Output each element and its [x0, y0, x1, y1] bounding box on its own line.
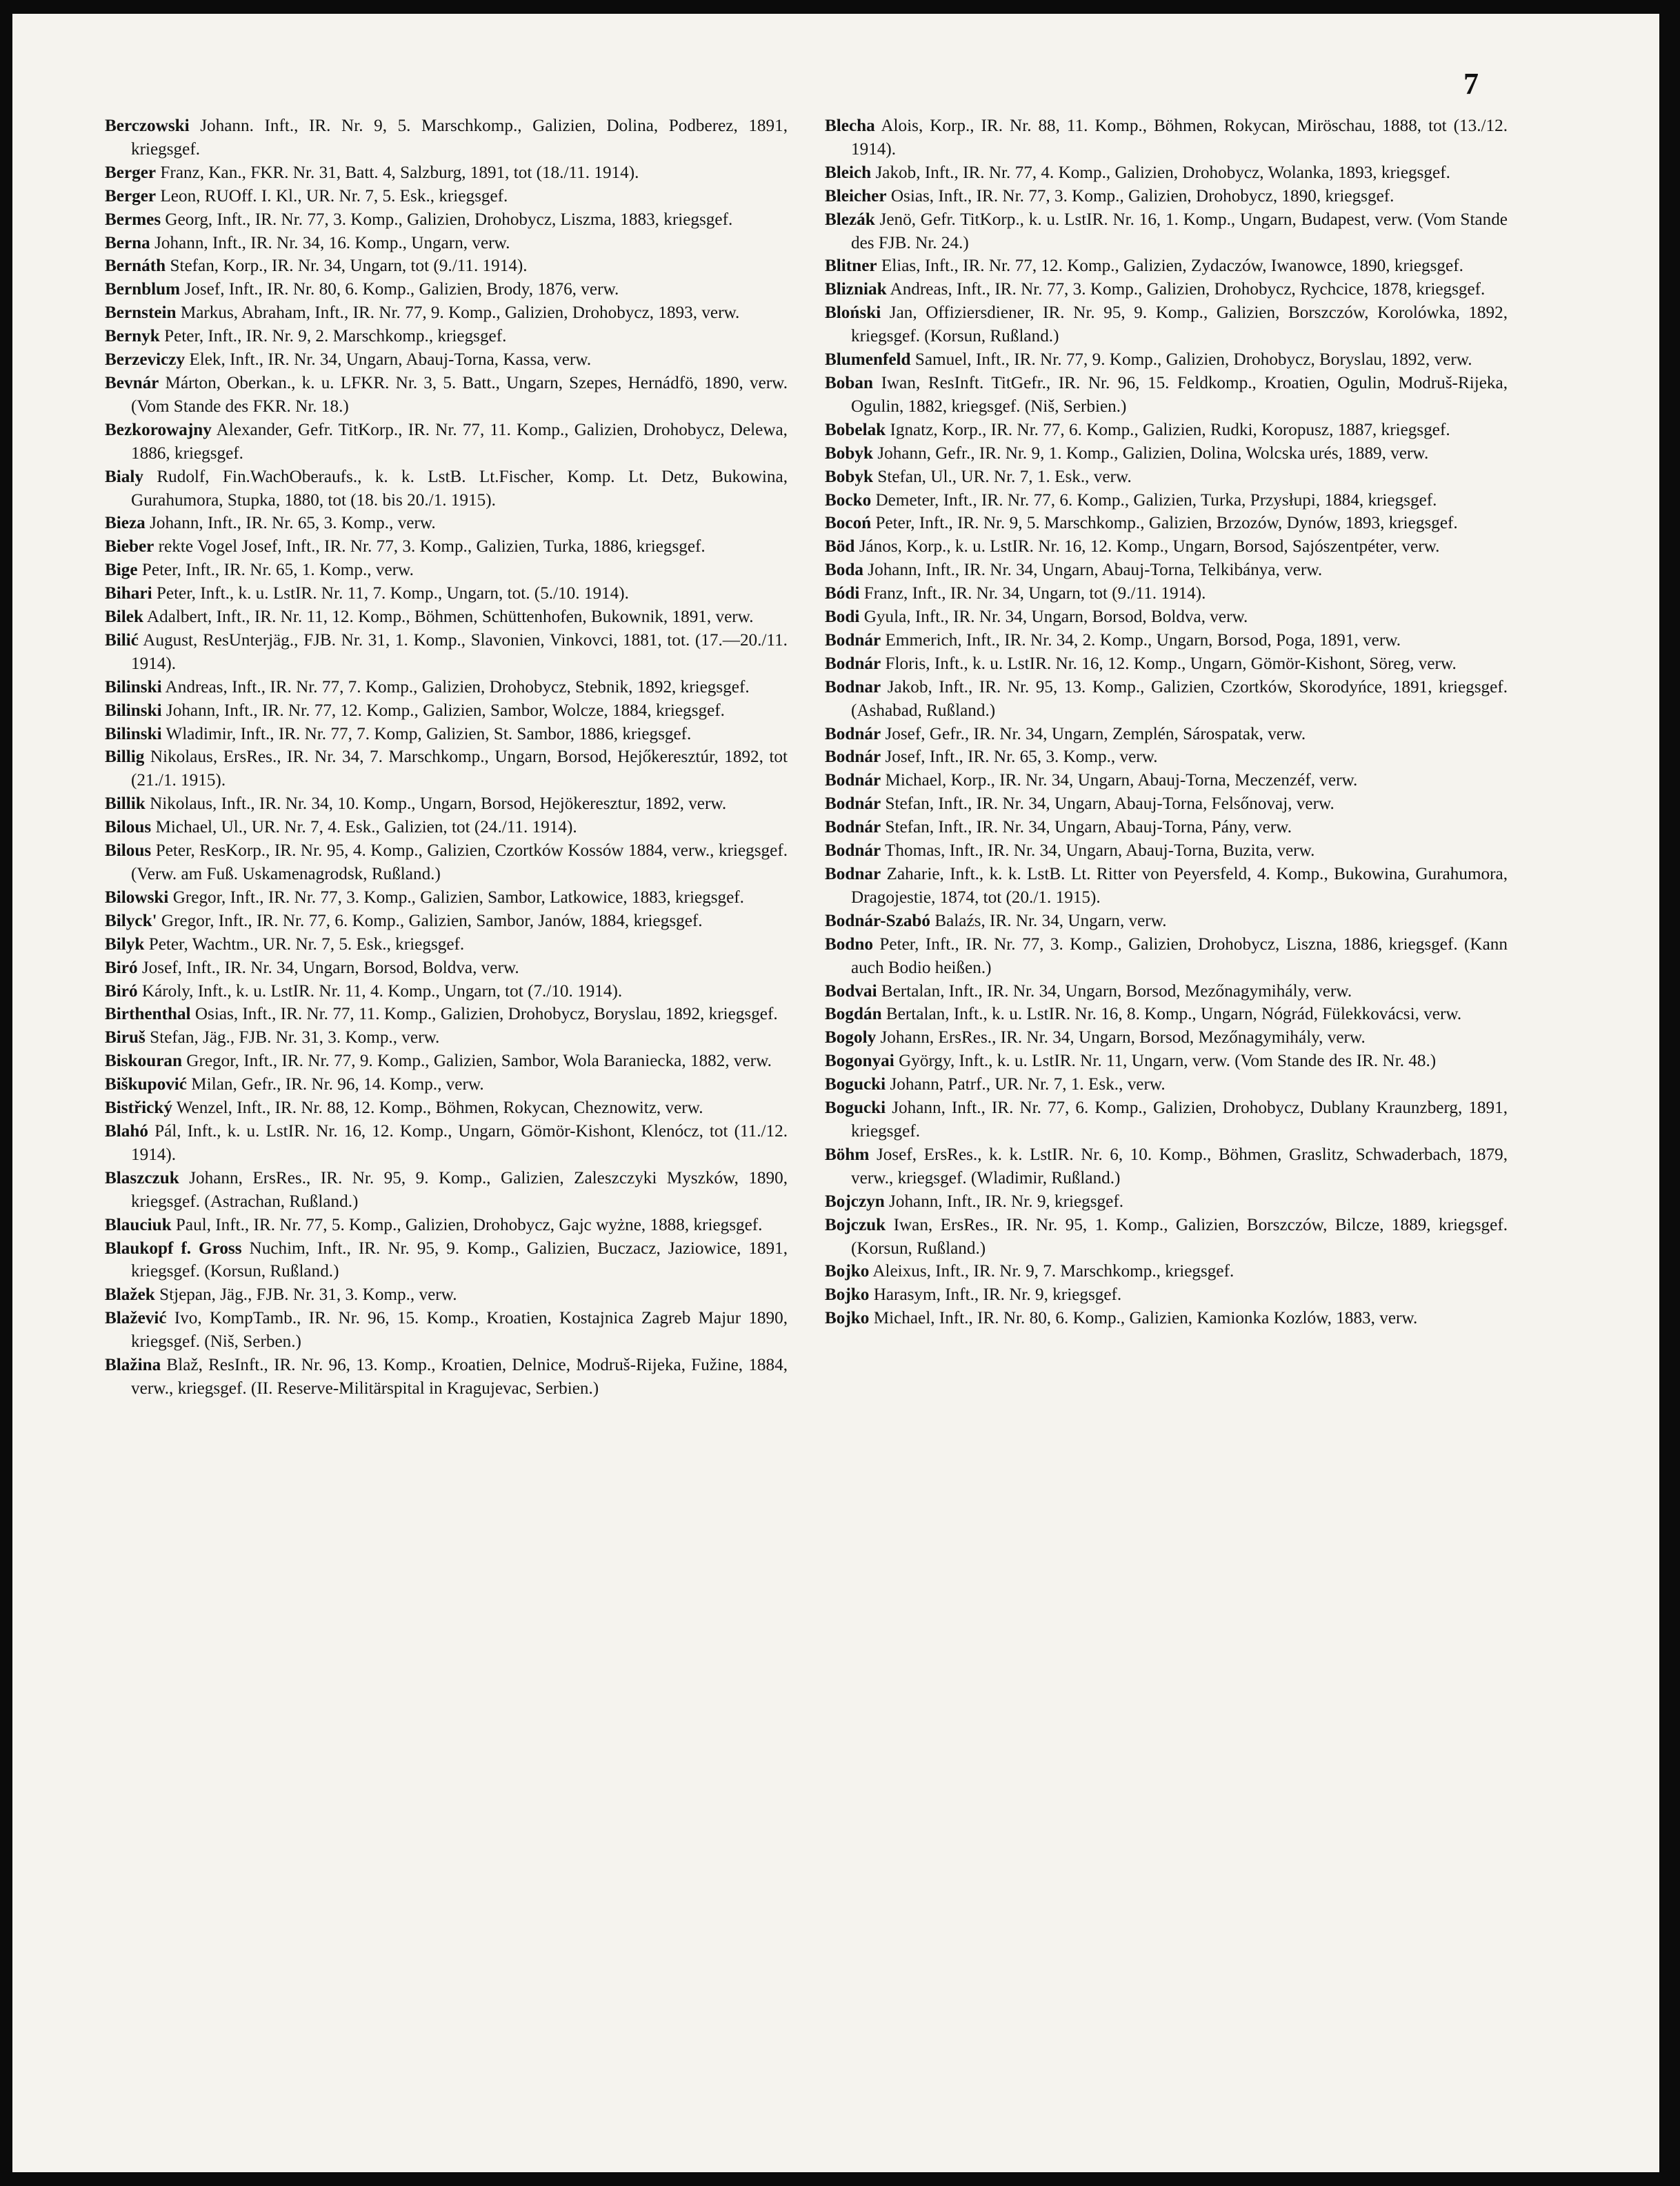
entry-surname: Bistřický [105, 1099, 172, 1118]
entry-surname: Bogucki [825, 1099, 886, 1118]
entry-surname: Bieber [105, 537, 154, 556]
entry-surname: Blauciuk [105, 1215, 172, 1234]
entry-surname: Bieza [105, 514, 146, 533]
list-item [825, 1260, 1508, 1283]
list-item [105, 1096, 788, 1120]
entry-surname: Bige [105, 561, 138, 580]
entry-details: Bertalan, Inft., k. u. LstIR. Nr. 16, 8. Komp., Ungarn, Nógrád, Fülekkovácsi, verw. [886, 1005, 1462, 1024]
entry-surname: Biruš [105, 1028, 146, 1047]
entry-surname: Bocko [825, 490, 872, 510]
entry-details: August, ResUnterjäg., FJB. Nr. 31, 1. Komp., Slavonien, Vinkovci, 1881, tot. (17.—20./11. 1914). [131, 630, 788, 673]
entry-surname: Bodnar [825, 677, 881, 696]
entry-surname: Bilous [105, 818, 152, 837]
entry-surname: Bilić [105, 630, 139, 650]
entry-surname: Bilinski [105, 724, 162, 743]
list-item [825, 1096, 1508, 1143]
list-item [825, 723, 1508, 746]
entry-surname: Billig [105, 748, 145, 767]
list-item [825, 1283, 1508, 1307]
list-item [825, 652, 1508, 676]
entry-surname: Bialy [105, 467, 143, 486]
list-item [825, 512, 1508, 535]
list-item [825, 442, 1508, 465]
entry-surname: Bodnár [825, 748, 881, 767]
list-item [825, 185, 1508, 208]
entry-details: Pál, Inft., k. u. LstIR. Nr. 16, 12. Komp., Ungarn, Gömör-Kishont, Klenócz, tot (11./12. 1914). [131, 1121, 788, 1164]
entry-details: Josef, ErsRes., k. k. LstIR. Nr. 6, 10. Komp., Böhmen, Graslitz, Schwaderbach, 1879, verw., kriegsgef. (Wladimir, Rußland.) [851, 1145, 1508, 1187]
entry-details: Gregor, Inft., IR. Nr. 77, 6. Komp., Galizien, Sambor, Janów, 1884, kriegsgef. [161, 911, 703, 930]
list-item [825, 605, 1508, 629]
list-item [105, 512, 788, 535]
entry-surname: Berna [105, 233, 150, 252]
list-item [105, 559, 788, 582]
entry-surname: Bobyk [825, 467, 874, 486]
entry-surname: Biskouran [105, 1052, 182, 1071]
entry-details: Jenö, Gefr. TitKorp., k. u. LstIR. Nr. 16, 1. Komp., Ungarn, Budapest, verw. (Vom Stande des FJB. Nr. 24.) [851, 210, 1508, 252]
entry-details: Márton, Oberkan., k. u. LFKR. Nr. 3, 5. Batt., Ungarn, Szepes, Hernádfö, 1890, verw. (Vom Stande des FKR. Nr. 18.) [131, 373, 788, 416]
entry-details: Michael, Inft., IR. Nr. 80, 6. Komp., Galizien, Kamionka Kozlów, 1883, verw. [873, 1309, 1418, 1328]
entry-surname: Bernblum [105, 280, 181, 299]
entry-details: Stjepan, Jäg., FJB. Nr. 31, 3. Komp., verw. [159, 1285, 457, 1305]
list-item [105, 980, 788, 1003]
list-item [105, 1050, 788, 1073]
entry-details: Franz, Kan., FKR. Nr. 31, Batt. 4, Salzburg, 1891, tot (18./11. 1914). [160, 163, 639, 182]
register-page [12, 14, 1659, 2172]
entry-surname: Bodnár [825, 841, 881, 861]
entry-details: Alexander, Gefr. TitKorp., IR. Nr. 77, 11. Komp., Galizien, Drohobycz, Delewa, 1886, kriegsgef. [131, 420, 788, 463]
entry-surname: Billik [105, 794, 146, 814]
list-item [825, 1307, 1508, 1330]
entry-surname: Blaszczuk [105, 1168, 179, 1187]
list-item [105, 114, 788, 161]
entry-details: Leon, RUOff. I. Kl., UR. Nr. 7, 5. Esk., kriegsgef. [160, 186, 508, 205]
list-item [105, 1283, 788, 1307]
entry-surname: Bilyk [105, 934, 145, 954]
list-item [825, 629, 1508, 652]
list-item [105, 301, 788, 325]
entry-surname: Bleicher [825, 186, 887, 205]
entry-details: Andreas, Inft., IR. Nr. 77, 3. Komp., Galizien, Drohobycz, Rychcice, 1878, kriegsgef. [890, 280, 1486, 299]
list-item [825, 582, 1508, 605]
list-item [105, 723, 788, 746]
entry-surname: Bilinski [105, 677, 162, 696]
list-item [825, 114, 1508, 161]
entry-surname: Bogdán [825, 1005, 882, 1024]
entry-details: Johann, Inft., IR. Nr. 77, 6. Komp., Galizien, Drohobycz, Dublany Kraunzberg, 1891, kriegsgef. [851, 1099, 1508, 1141]
list-item [105, 1073, 788, 1096]
list-item [105, 1167, 788, 1214]
list-item [825, 489, 1508, 512]
list-item [825, 1190, 1508, 1214]
list-item [105, 1214, 788, 1237]
entry-details: Harasym, Inft., IR. Nr. 9, kriegsgef. [873, 1285, 1122, 1305]
list-item [105, 372, 788, 419]
entry-details: Demeter, Inft., IR. Nr. 77, 6. Komp., Galizien, Turka, Przysłupi, 1884, kriegsgef. [875, 490, 1437, 510]
list-item [825, 839, 1508, 863]
list-item [105, 839, 788, 886]
entry-surname: Bilek [105, 608, 143, 627]
entry-details: Georg, Inft., IR. Nr. 77, 3. Komp., Galizien, Drohobycz, Liszma, 1883, kriegsgef. [165, 210, 733, 229]
list-item [825, 1026, 1508, 1050]
entry-surname: Blitner [825, 257, 877, 276]
list-item [105, 1003, 788, 1026]
entry-surname: Bodnár [825, 818, 881, 837]
list-item [105, 699, 788, 723]
entry-details: Johann, Inft., IR. Nr. 34, Ungarn, Abauj-Torna, Telkibánya, verw. [868, 561, 1323, 580]
entry-details: Stefan, Korp., IR. Nr. 34, Ungarn, tot (9./11. 1914). [170, 257, 528, 276]
list-item [105, 1237, 788, 1284]
list-item [105, 792, 788, 816]
entry-surname: Bleich [825, 163, 872, 182]
entry-details: Osias, Inft., IR. Nr. 77, 3. Komp., Galizien, Drohobycz, 1890, kriegsgef. [890, 186, 1394, 205]
list-item [105, 886, 788, 910]
list-item [105, 605, 788, 629]
list-item [825, 769, 1508, 792]
entry-details: Johann, Inft., IR. Nr. 34, 16. Komp., Ungarn, verw. [154, 233, 510, 252]
entry-details: Johann, Inft., IR. Nr. 77, 12. Komp., Galizien, Sambor, Wolcze, 1884, kriegsgef. [166, 701, 725, 720]
entry-surname: Blažević [105, 1309, 167, 1328]
entry-details: rekte Vogel Josef, Inft., IR. Nr. 77, 3. Komp., Galizien, Turka, 1886, kriegsgef. [158, 537, 706, 556]
entry-details: Peter, Inft., IR. Nr. 9, 5. Marschkomp., Galizien, Brzozów, Dynów, 1893, kriegsgef. [875, 514, 1458, 533]
entry-surname: Bobelak [825, 420, 886, 439]
entry-details: Markus, Abraham, Inft., IR. Nr. 77, 9. Komp., Galizien, Drohobycz, 1893, verw. [180, 303, 740, 323]
list-item [105, 185, 788, 208]
entry-surname: Berzeviczy [105, 350, 186, 370]
entry-details: Nikolaus, ErsRes., IR. Nr. 34, 7. Marschkomp., Ungarn, Borsod, Hejőkeresztúr, 1892, tot (21./1. 1915). [131, 748, 788, 790]
entry-details: Adalbert, Inft., IR. Nr. 11, 12. Komp., Böhmen, Schüttenhofen, Bukownik, 1891, verw. [146, 608, 754, 627]
entry-surname: Berger [105, 163, 157, 182]
list-item [105, 745, 788, 792]
entry-surname: Böd [825, 537, 855, 556]
entry-surname: Bodvai [825, 981, 877, 1001]
entry-details: Ivo, KompTamb., IR. Nr. 96, 15. Komp., Kroatien, Kostajnica Zagreb Majur 1890, kriegsgef. (Niš, Serben.) [131, 1309, 788, 1352]
entry-surname: Bilowski [105, 888, 169, 907]
list-item [105, 1120, 788, 1167]
entry-details: Iwan, ResInft. TitGefr., IR. Nr. 96, 15. Feldkomp., Kroatien, Ogulin, Modruš-Rijeka, Ogulin, 1882, kriegsgef. (Niš, Serbien.) [851, 373, 1508, 416]
list-item [825, 792, 1508, 816]
entry-details: Nikolaus, Inft., IR. Nr. 34, 10. Komp., Ungarn, Borsod, Hejökeresztur, 1892, verw. [150, 794, 727, 814]
entry-surname: Berger [105, 186, 157, 205]
list-item [825, 910, 1508, 933]
list-item [105, 910, 788, 933]
entry-details: Floris, Inft., k. u. LstIR. Nr. 16, 12. Komp., Ungarn, Gömör-Kishont, Söreg, verw. [885, 654, 1457, 673]
left-column [105, 114, 788, 1401]
list-item [825, 1050, 1508, 1073]
list-item [825, 1003, 1508, 1026]
entry-details: Peter, Wachtm., UR. Nr. 7, 5. Esk., kriegsgef. [148, 934, 465, 954]
list-item [105, 419, 788, 465]
entry-surname: Blecha [825, 117, 875, 135]
entry-surname: Boban [825, 373, 874, 392]
entry-surname: Biró [105, 958, 138, 977]
entry-surname: Bodnar [825, 865, 881, 883]
entry-surname: Bojko [825, 1285, 870, 1305]
entry-surname: Blaukopf f. Gross [105, 1239, 242, 1258]
entry-details: György, Inft., k. u. LstIR. Nr. 11, Ungarn, verw. (Vom Stande des IR. Nr. 48.) [899, 1052, 1437, 1071]
entry-details: Alois, Korp., IR. Nr. 88, 11. Komp., Böhmen, Rokycan, Miröschau, 1888, tot (13./12. 1914). [851, 117, 1508, 159]
list-item [825, 1143, 1508, 1190]
entry-surname: Blažina [105, 1356, 161, 1375]
entry-details: Gregor, Inft., IR. Nr. 77, 9. Komp., Galizien, Sambor, Wola Baraniecka, 1882, verw. [186, 1052, 772, 1071]
entry-surname: Bodnár-Szabó [825, 911, 931, 930]
page-number: 7 [1463, 67, 1479, 101]
entry-surname: Bogucki [825, 1075, 886, 1094]
entry-details: János, Korp., k. u. LstIR. Nr. 16, 12. Komp., Ungarn, Borsod, Sajószentpéter, verw. [859, 537, 1440, 556]
list-item [825, 301, 1508, 348]
entry-surname: Biškupović [105, 1075, 187, 1094]
entry-surname: Bernyk [105, 327, 160, 346]
entry-surname: Bernáth [105, 257, 166, 276]
entry-details: Josef, Inft., IR. Nr. 65, 3. Komp., verw. [885, 748, 1158, 767]
list-item [105, 1026, 788, 1050]
list-item [825, 559, 1508, 582]
entry-surname: Blumenfeld [825, 350, 911, 370]
entry-surname: Böhm [825, 1145, 870, 1164]
entry-surname: Bilous [105, 841, 152, 861]
entry-details: Peter, Inft., IR. Nr. 65, 1. Komp., verw. [141, 561, 414, 580]
entry-surname: Bodnár [825, 771, 881, 790]
list-item [825, 161, 1508, 185]
entry-details: Thomas, Inft., IR. Nr. 34, Ungarn, Abauj-Torna, Buzita, verw. [885, 841, 1315, 861]
entry-surname: Bodnár [825, 794, 881, 814]
entry-surname: Birthenthal [105, 1005, 191, 1024]
list-item [105, 956, 788, 980]
entry-surname: Bobyk [825, 443, 874, 463]
list-item [105, 816, 788, 839]
entry-details: Stefan, Ul., UR. Nr. 7, 1. Esk., verw. [877, 467, 1132, 486]
entry-surname: Berczowski [105, 117, 190, 135]
list-item [825, 208, 1508, 255]
list-item [825, 348, 1508, 372]
entry-details: Michael, Ul., UR. Nr. 7, 4. Esk., Galizien, tot (24./11. 1914). [155, 818, 577, 837]
list-item [825, 465, 1508, 489]
entry-details: Stefan, Inft., IR. Nr. 34, Ungarn, Abauj-Torna, Pány, verw. [885, 818, 1292, 837]
list-item [825, 419, 1508, 442]
entry-surname: Bezkorowajny [105, 420, 212, 439]
entry-details: Iwan, ErsRes., IR. Nr. 95, 1. Komp., Galizien, Borszczów, Bilcze, 1889, kriegsgef. (Korsun, Rußland.) [851, 1215, 1508, 1258]
entry-details: Johann, ErsRes., IR. Nr. 34, Ungarn, Borsod, Mezőnagymihály, verw. [880, 1028, 1366, 1047]
entry-details: Jan, Offiziersdiener, IR. Nr. 95, 9. Komp., Galizien, Borszczów, Korolówka, 1892, kriegsgef. (Korsun, Rußland.) [851, 303, 1508, 346]
entry-surname: Bodnár [825, 654, 881, 673]
entry-surname: Bódi [825, 584, 860, 603]
entry-details: Blaž, ResInft., IR. Nr. 96, 13. Komp., Kroatien, Delnice, Modruš-Rijeka, Fužine, 1884, verw., kriegsgef. (II. Reserve-Militärspital in Kragujevac, Serbien.) [131, 1356, 788, 1398]
entry-surname: Bilinski [105, 701, 162, 720]
entry-surname: Bocoń [825, 514, 872, 533]
entry-surname: Biró [105, 981, 138, 1001]
list-item [105, 676, 788, 699]
entry-details: Bertalan, Inft., IR. Nr. 34, Ungarn, Borsod, Mezőnagymihály, verw. [881, 981, 1352, 1001]
entry-details: Johann, Patrf., UR. Nr. 7, 1. Esk., verw. [890, 1075, 1166, 1094]
entry-surname: Bodno [825, 934, 874, 954]
entry-surname: Blahó [105, 1121, 148, 1141]
list-item [105, 535, 788, 559]
list-item [105, 232, 788, 255]
list-item [825, 372, 1508, 419]
entry-details: Wenzel, Inft., IR. Nr. 88, 12. Komp., Böhmen, Rokycan, Cheznowitz, verw. [176, 1099, 703, 1118]
entry-surname: Blažek [105, 1285, 155, 1305]
entry-details: Samuel, Inft., IR. Nr. 77, 9. Komp., Galizien, Drohobycz, Boryslau, 1892, verw. [914, 350, 1472, 370]
list-item [825, 254, 1508, 278]
entry-surname: Bevnár [105, 373, 159, 392]
entry-details: Elias, Inft., IR. Nr. 77, 12. Komp., Galizien, Zydaczów, Iwanowce, 1890, kriegsgef. [881, 257, 1463, 276]
entry-surname: Bilyck' [105, 911, 157, 930]
entry-details: Johann, Inft., IR. Nr. 9, kriegsgef. [889, 1192, 1124, 1211]
entry-details: Johann, Inft., IR. Nr. 65, 3. Komp., verw. [150, 514, 436, 533]
list-item [105, 1307, 788, 1354]
list-item [825, 278, 1508, 301]
entry-details: Elek, Inft., IR. Nr. 34, Ungarn, Abauj-Torna, Kassa, verw. [189, 350, 592, 370]
list-item [105, 208, 788, 232]
entry-surname: Bojko [825, 1262, 870, 1281]
list-item [105, 278, 788, 301]
entry-details: Milan, Gefr., IR. Nr. 96, 14. Komp., verw. [191, 1075, 484, 1094]
entry-details: Wladimir, Inft., IR. Nr. 77, 7. Komp, Galizien, St. Sambor, 1886, kriegsgef. [166, 724, 692, 743]
right-column [825, 114, 1508, 1330]
list-item [105, 629, 788, 676]
entry-surname: Bojko [825, 1309, 870, 1328]
entry-details: Peter, Inft., k. u. LstIR. Nr. 11, 7. Komp., Ungarn, tot. (5./10. 1914). [156, 584, 629, 603]
entry-surname: Bogonyai [825, 1052, 894, 1071]
list-item [105, 465, 788, 512]
entry-details: Jakob, Inft., IR. Nr. 77, 4. Komp., Galizien, Drohobycz, Wolanka, 1893, kriegsgef. [875, 163, 1450, 182]
entry-details: Osias, Inft., IR. Nr. 77, 11. Komp., Galizien, Drohobycz, Boryslau, 1892, kriegsgef. [194, 1005, 778, 1024]
entry-details: Jakob, Inft., IR. Nr. 95, 13. Komp., Galizien, Czortków, Skorodyńce, 1891, kriegsgef. (Ashabad, Rußland.) [851, 677, 1508, 720]
entry-surname: Bodi [825, 608, 860, 627]
entry-surname: Bojczyn [825, 1192, 885, 1211]
entry-details: Gregor, Inft., IR. Nr. 77, 3. Komp., Galizien, Sambor, Latkowice, 1883, kriegsgef. [172, 888, 744, 907]
entry-details: Peter, ResKorp., IR. Nr. 95, 4. Komp., Galizien, Czortków Kossów 1884, verw., kriegsgef. (Verw. am Fuß. Uskamenagrodsk, Rußland.) [131, 841, 788, 883]
list-item [825, 933, 1508, 980]
entry-surname: Bodnár [825, 630, 881, 650]
entry-details: Andreas, Inft., IR. Nr. 77, 7. Komp., Galizien, Drohobycz, Stebnik, 1892, kriegsgef. [165, 677, 750, 696]
entry-surname: Bernstein [105, 303, 177, 323]
list-item [825, 980, 1508, 1003]
entry-details: Gyula, Inft., IR. Nr. 34, Ungarn, Borsod, Boldva, verw. [863, 608, 1248, 627]
entry-details: Stefan, Inft., IR. Nr. 34, Ungarn, Abauj-Torna, Felsőnovaj, verw. [885, 794, 1334, 814]
list-item [825, 535, 1508, 559]
entry-details: Peter, Inft., IR. Nr. 77, 3. Komp., Galizien, Drohobycz, Liszna, 1886, kriegsgef. (Kann auch Bodio heißen.) [851, 934, 1508, 977]
entry-details: Nuchim, Inft., IR. Nr. 95, 9. Komp., Galizien, Buczacz, Jaziowice, 1891, kriegsgef. (Korsun, Rußland.) [131, 1239, 788, 1281]
entry-details: Michael, Korp., IR. Nr. 34, Ungarn, Abauj-Torna, Meczenzéf, verw. [885, 771, 1358, 790]
list-item [105, 1354, 788, 1401]
entry-details: Franz, Inft., IR. Nr. 34, Ungarn, tot (9./11. 1914). [863, 584, 1206, 603]
list-item [105, 582, 788, 605]
entry-details: Rudolf, Fin.WachOberaufs., k. k. LstB. Lt.Fischer, Komp. Lt. Detz, Bukowina, Gurahumora, Stupka, 1880, tot (18. bis 20./1. 1915). [131, 467, 788, 510]
list-item [825, 1214, 1508, 1261]
entry-details: Peter, Inft., IR. Nr. 9, 2. Marschkomp., kriegsgef. [164, 327, 507, 346]
entry-details: Johann, ErsRes., IR. Nr. 95, 9. Komp., Galizien, Zaleszczyki Myszków, 1890, kriegsgef. (Astrachan, Rußland.) [131, 1168, 788, 1211]
entry-surname: Bihari [105, 584, 152, 603]
entry-surname: Boda [825, 561, 863, 580]
entry-details: Johann. Inft., IR. Nr. 9, 5. Marschkomp., Galizien, Dolina, Podberez, 1891, kriegsgef. [131, 117, 788, 159]
entry-details: Stefan, Jäg., FJB. Nr. 31, 3. Komp., verw. [150, 1028, 440, 1047]
entry-details: Josef, Inft., IR. Nr. 80, 6. Komp., Galizien, Brody, 1876, verw. [184, 280, 619, 299]
entry-surname: Bermes [105, 210, 161, 229]
list-item [105, 933, 788, 956]
entry-surname: Blizniak [825, 280, 887, 299]
entry-surname: Bodnár [825, 724, 881, 743]
entry-details: Josef, Gefr., IR. Nr. 34, Ungarn, Zemplén, Sárospatak, verw. [885, 724, 1306, 743]
list-item [825, 676, 1508, 723]
entry-details: Paul, Inft., IR. Nr. 77, 5. Komp., Galizien, Drohobycz, Gajc wyżne, 1888, kriegsgef. [175, 1215, 763, 1234]
entry-surname: Bogoly [825, 1028, 877, 1047]
entry-surname: Bloński [825, 303, 881, 323]
list-item [825, 1073, 1508, 1096]
entry-details: Balaźs, IR. Nr. 34, Ungarn, verw. [934, 911, 1167, 930]
entry-details: Josef, Inft., IR. Nr. 34, Ungarn, Borsod, Boldva, verw. [141, 958, 519, 977]
entry-details: Ignatz, Korp., IR. Nr. 77, 6. Komp., Galizien, Rudki, Koropusz, 1887, kriegsgef. [890, 420, 1450, 439]
list-item [825, 863, 1508, 910]
list-item [825, 816, 1508, 839]
list-item [105, 161, 788, 185]
entry-surname: Blezák [825, 210, 875, 229]
list-item [105, 325, 788, 348]
list-item [825, 745, 1508, 769]
entry-details: Emmerich, Inft., IR. Nr. 34, 2. Komp., Ungarn, Borsod, Poga, 1891, verw. [885, 630, 1401, 650]
list-item [105, 254, 788, 278]
entry-details: Zaharie, Inft., k. k. LstB. Lt. Ritter von Peyersfeld, 4. Komp., Bukowina, Gurahumora, Dragojestie, 1874, tot (20./1. 1915). [851, 865, 1508, 907]
entry-details: Aleixus, Inft., IR. Nr. 9, 7. Marschkomp., kriegsgef. [872, 1262, 1234, 1281]
list-item [105, 348, 788, 372]
entry-details: Károly, Inft., k. u. LstIR. Nr. 11, 4. Komp., Ungarn, tot (7./10. 1914). [141, 981, 623, 1001]
entry-surname: Bojczuk [825, 1215, 886, 1234]
entry-details: Johann, Gefr., IR. Nr. 9, 1. Komp., Galizien, Dolina, Wolcska urés, 1889, verw. [877, 443, 1429, 463]
